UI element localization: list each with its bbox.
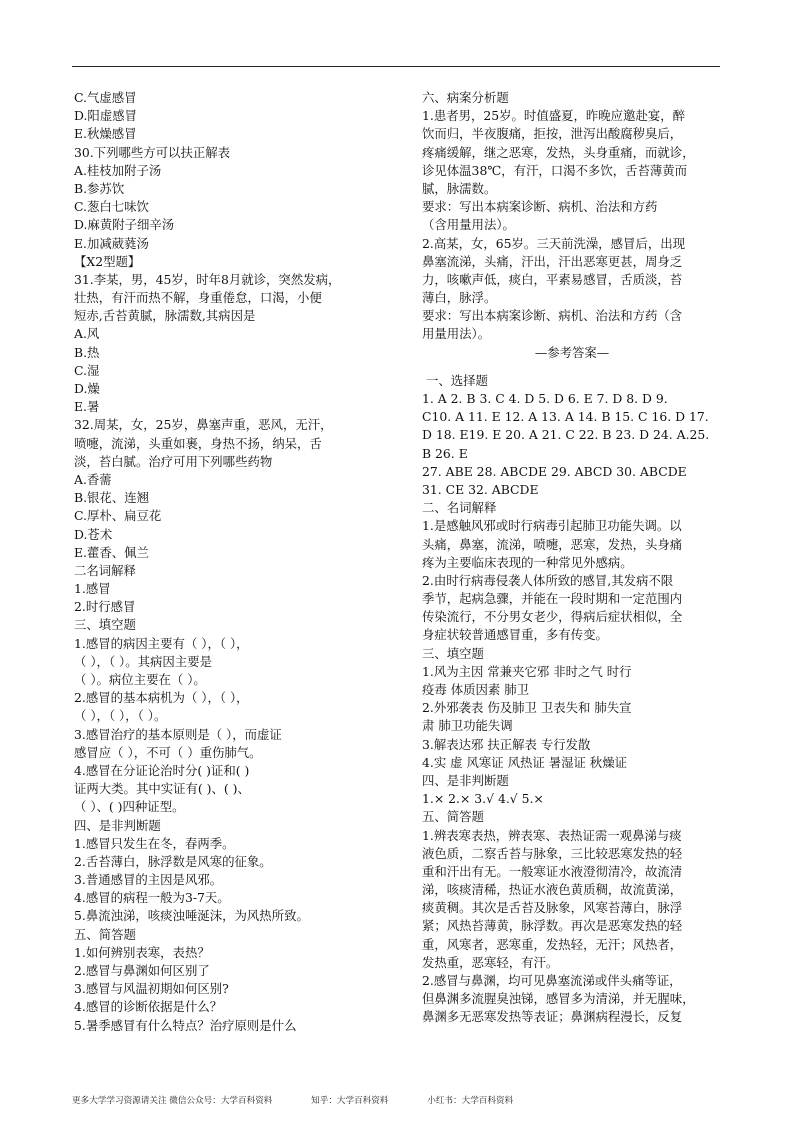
text-line: 但鼻渊多流腥臭浊锑，感冒多为清涕，并无腥味， (422, 991, 695, 1007)
text-line: 三、填空题 (422, 645, 484, 661)
text-line: 1.如何辨别表寒，表热？ (74, 944, 210, 960)
text-line: （ ），（ ）。其病因主要是 (74, 653, 212, 669)
left-column (74, 89, 379, 1035)
text-line: 肃 肺卫功能失调 (422, 718, 513, 734)
text-line: 1.辨表寒表热，辨表寒、表热证需一观鼻涕与痰 (422, 827, 682, 843)
text-line: 四、是非判断题 (422, 772, 509, 788)
text-line: 传染流行，不分男女老少，得病后症状相似，全 (422, 609, 683, 625)
text-line: C.厚朴、扁豆花 (74, 508, 162, 524)
text-line: 3.解表达邪 扶正解表 专行发散 (422, 736, 591, 752)
text-line: 2.外邪袭表 伤及肺卫 卫表失和 肺失宣 (422, 700, 632, 716)
text-line: C.湿 (74, 362, 100, 378)
text-line: E.藿香、佩兰 (74, 544, 149, 560)
text-line: 重和汗出有无。一般寒证水液澄彻清冷，故流清 (422, 863, 683, 879)
text-line: 4.感冒的诊断依据是什么？ (74, 999, 223, 1015)
text-line: 四、是非判断题 (74, 817, 161, 833)
text-line: 1.感冒的病因主要有（ ），（ ）， (74, 635, 249, 651)
text-line: 1. A 2. B 3. C 4. D 5. D 6. E 7. D 8. D 9. (422, 391, 668, 406)
text-line: 3.普通感冒的主因是风邪。 (74, 872, 223, 888)
text-line: E.暑 (74, 399, 100, 415)
text-line: B.银花、连翘 (74, 490, 149, 506)
text-line: 二名词解释 (74, 562, 136, 578)
text-line: 1.感冒 (74, 581, 111, 597)
text-line: 3.感冒治疗的基本原则是（ ），而虚证 (74, 726, 282, 742)
text-line: B 26. E (422, 445, 468, 461)
text-line: 5.暑季感冒有什么特点？治疗原则是什么 (74, 1017, 297, 1033)
text-line: 31.李某，男，45岁，时年8月就诊，突然发病， (74, 271, 341, 287)
text-line: 发热重，恶寒轻，有汗。 (422, 954, 559, 970)
text-line: B.参苏饮 (74, 180, 125, 196)
text-line: 用量用法）。 (422, 326, 491, 342)
text-line: E.秋燥感冒 (74, 126, 137, 142)
text-line: 感冒应（ ），不可（ ）重伤肺气。 (74, 744, 262, 760)
text-line: C.气虚感冒 (74, 90, 137, 105)
right-column (422, 89, 722, 1027)
text-line: 4.实 虚 风寒证 风热证 暑湿证 秋燥证 (422, 754, 627, 770)
text-line: 季节，起病急骤，并能在一段时期和一定范围内 (422, 591, 683, 607)
text-line: 2.高某，女，65岁。三天前洗澡，感冒后，出现 (422, 235, 686, 251)
text-line: D.阳虚感冒 (74, 108, 137, 124)
text-line: 要求：写出本病案诊断、病机、治法和方药 (422, 199, 658, 215)
text-line: C10. A 11. E 12. A 13. A 14. B 15. C 16. D 17. (422, 409, 709, 425)
text-line: 重，风寒者，恶寒重，发热轻，无汗；风热者， (422, 936, 683, 952)
text-line: 要求：写出本病案诊断、病机、治法和方药（含 (422, 308, 683, 324)
text-line: D.麻黄附子细辛汤 (74, 217, 175, 233)
text-line: C.葱白七味饮 (74, 199, 149, 215)
text-line: 身症状较普通感冒重，多有传变。 (422, 627, 608, 643)
text-line: 三、填空题 (74, 617, 136, 633)
text-line: 喷嚏，流涕，头重如裹，身热不扬，纳呆，舌 (74, 435, 322, 451)
text-line: 薄白，脉浮。 (422, 290, 497, 306)
footer-wechat: 更多大学学习资源请关注 微信公众号：大学百科资料 (72, 1096, 273, 1106)
text-line: 2.感冒与鼻渊如何区别了 (74, 963, 210, 978)
text-line: 淡，苔白腻。治疗可用下列哪些药物 (74, 453, 273, 469)
text-line: 疫毒 体质因素 肺卫 (422, 682, 530, 697)
text-line: 短赤,舌苔黄腻，脉濡数,其病因是 (74, 308, 256, 324)
text-line: 痰黄稠。其次是舌苔及脉象，风寒苔薄白，脉浮 (422, 900, 683, 916)
text-line: （含用量用法）。 (422, 217, 515, 233)
text-line (422, 362, 722, 372)
text-line: 31. CE 32. ABCDE (422, 481, 539, 497)
text-line: 鼻塞流涕，头痛，汗出，汗出恶寒更甚，周身乏 (422, 253, 683, 269)
text-line: 疼为主要临床表现的一种常见外感病。 (422, 554, 633, 570)
text-line: （ ）。病位主要在（ ）。 (74, 672, 206, 687)
text-line: 1.患者男，25岁。时值盛夏，昨晚应邀赴宴，醉 (422, 108, 686, 124)
text-line: 五、简答题 (74, 926, 136, 942)
text-line: 液色质，二察舌苔与脉象，三比较恶寒发热的轻 (422, 845, 683, 861)
text-line: A.香薷 (74, 471, 112, 487)
header-rule (72, 66, 720, 67)
text-line: 二、名词解释 (422, 500, 497, 516)
text-line: 头痛，鼻塞，流涕，喷嚏，恶寒，发热，头身痛 (422, 536, 683, 552)
text-line: E.加减葳蕤汤 (74, 235, 149, 251)
text-line: 疼痛缓解，继之恶寒，发热，头身重痛，而就诊， (422, 144, 695, 160)
text-line: 饮而归，半夜腹痛，拒按，泄泻出酸腐秽臭后， (422, 126, 683, 142)
text-line: D.燥 (74, 381, 100, 396)
text-line: 力，咳嗽声低，痰白，平素易感冒，舌质淡，苔 (422, 271, 683, 287)
text-line: D.苍术 (74, 526, 113, 542)
page-footer (72, 1094, 732, 1106)
text-line: 27. ABE 28. ABCDE 29. ABCD 30. ABCDE (422, 463, 687, 479)
text-line: A.风 (74, 326, 100, 342)
text-line: 1.是感触风邪或时行病毒引起肺卫功能失调。以 (422, 518, 682, 534)
text-line: 30.下列哪些方可以扶正解表 (74, 144, 231, 160)
text-line: 【X2型题】 (74, 253, 141, 269)
text-line: 鼻渊多无恶寒发热等表证；鼻渊病程漫长，反复 (422, 1009, 683, 1025)
text-line: 2.由时行病毒侵袭人体所致的感冒,其发病不限 (422, 572, 674, 588)
text-line: 32.周某，女，25岁，鼻塞声重，恶风，无汗， (74, 417, 333, 433)
text-line: 五、简答题 (422, 809, 484, 825)
text-line: 腻，脉濡数。 (422, 180, 497, 196)
text-line: A.桂枝加附子汤 (74, 162, 162, 178)
text-line: 2.感冒的基本病机为（ ），（ ）， (74, 690, 249, 706)
text-line: （ ），（ ），（ ）。 (74, 708, 167, 724)
text-line: B.热 (74, 344, 100, 360)
text-line: 六、病案分析题 (422, 90, 509, 105)
text-line: D 18. E19. E 20. A 21. C 22. B 23. D 24. A.25. (422, 427, 710, 443)
text-line: 证两大类。其中实证有( )、( )、 (74, 781, 250, 797)
text-line: 2.时行感冒 (74, 599, 136, 615)
text-line: 1.× 2.× 3.√ 4.√ 5.× (422, 791, 544, 807)
text-line: 3.感冒与风温初期如何区别? (74, 981, 229, 997)
text-line: 涕，咳痰清稀，热证水液色黄质稠，故流黄涕， (422, 882, 683, 898)
text-line: 2.感冒与鼻渊，均可见鼻塞流涕或伴头痛等证， (422, 973, 682, 988)
text-line: 紧；风热苔薄黄，脉浮数。再次是恶寒发热的轻 (422, 918, 683, 934)
text-line: 一、选择题 (426, 372, 488, 388)
footer-zhihu: 知乎：大学百科资料 (311, 1096, 389, 1106)
text-line: 1.风为主因 常兼夹它邪 非时之气 时行 (422, 663, 632, 679)
text-line: （ ）、( )四种证型。 (74, 799, 185, 815)
text-line: —参考答案— (534, 344, 610, 360)
text-line: 4.感冒的病程一般为3-7天。 (74, 890, 230, 906)
footer-xiaohongshu: 小红书：大学百科资料 (427, 1096, 514, 1106)
text-line: 壮热，有汗而热不解，身重倦怠，口渴，小便 (74, 290, 322, 306)
text-line: 5.鼻流浊涕，咳痰浊唾涎沫，为风热所致。 (74, 908, 309, 924)
text-line: 1.感冒只发生在冬，春两季。 (74, 835, 235, 851)
text-line: 4.感冒在分证论治时分( )证和( ) (74, 762, 250, 778)
text-line: 2.舌苔薄白，脉浮数是风寒的征象。 (74, 853, 272, 869)
text-line: 诊见体温38℃，有汗，口渴不多饮，舌苔薄黄而 (422, 162, 688, 178)
